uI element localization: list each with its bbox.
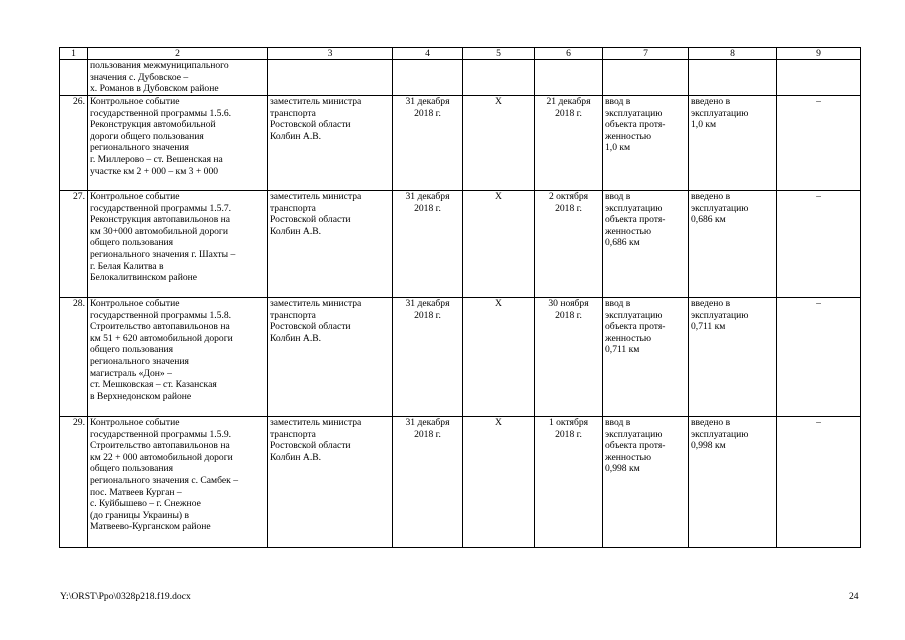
responsible-person: заместитель министра транспорта Ростовской области Колбин А.В. xyxy=(268,191,393,298)
col9-value: – xyxy=(777,191,861,298)
col5-value: Х xyxy=(463,417,535,548)
col5-value: Х xyxy=(463,298,535,417)
col-header-8: 8 xyxy=(689,48,777,60)
col-header-7: 7 xyxy=(603,48,689,60)
actual-result: введено в эксплуатацию 0,686 км xyxy=(689,191,777,298)
actual-result: введено в эксплуатацию 0,998 км xyxy=(689,417,777,548)
row-number: 29. xyxy=(60,417,88,548)
col-header-5: 5 xyxy=(463,48,535,60)
actual-result: введено в эксплуатацию 1,0 км xyxy=(689,96,777,191)
col-header-3: 3 xyxy=(268,48,393,60)
actual-date: 1 октября 2018 г. xyxy=(535,417,603,548)
actual-date: 2 октября 2018 г. xyxy=(535,191,603,298)
actual-date: 30 ноября 2018 г. xyxy=(535,298,603,417)
planned-result: ввод в эксплуатацию объекта протя- женностью 0,686 км xyxy=(603,191,689,298)
planned-result: ввод в эксплуатацию объекта протя- женностью 0,998 км xyxy=(603,417,689,548)
planned-result: ввод в эксплуатацию объекта протя- женностью 1,0 км xyxy=(603,96,689,191)
footer-file-path: Y:\ORST\Ppo\0328p218.f19.docx xyxy=(60,591,191,602)
col-header-4: 4 xyxy=(393,48,463,60)
table-row xyxy=(60,417,861,548)
row-number: 27. xyxy=(60,191,88,298)
row-number: 28. xyxy=(60,298,88,417)
responsible-person: заместитель министра транспорта Ростовской области Колбин А.В. xyxy=(268,298,393,417)
col-header-9: 9 xyxy=(777,48,861,60)
continuation-text: пользования межмуниципального значения с. Дубовское – х. Романов в Дубовском районе xyxy=(88,60,268,96)
actual-date: 21 декабря 2018 г. xyxy=(535,96,603,191)
row-number: 26. xyxy=(60,96,88,191)
responsible-person: заместитель министра транспорта Ростовской области Колбин А.В. xyxy=(268,96,393,191)
col5-value: Х xyxy=(463,96,535,191)
col9-value: – xyxy=(777,96,861,191)
event-description: Контрольное событие государственной программы 1.5.6. Реконструкция автомобильной дороги общего пользования регионального значения г. Миллерово – ст. Вешенская на участке км 2 + 000 – км 3 + 000 xyxy=(88,96,268,191)
col-header-6: 6 xyxy=(535,48,603,60)
planned-date: 31 декабря 2018 г. xyxy=(393,96,463,191)
header-row xyxy=(60,48,861,60)
planned-date: 31 декабря 2018 г. xyxy=(393,417,463,548)
col5-value: Х xyxy=(463,191,535,298)
planned-date: 31 декабря 2018 г. xyxy=(393,191,463,298)
table-row xyxy=(60,191,861,298)
planned-date: 31 декабря 2018 г. xyxy=(393,298,463,417)
control-events-table xyxy=(59,47,861,548)
planned-result: ввод в эксплуатацию объекта протя- женностью 0,711 км xyxy=(603,298,689,417)
col-header-1: 1 xyxy=(60,48,88,60)
table-row-continuation xyxy=(60,60,861,96)
event-description: Контрольное событие государственной программы 1.5.8. Строительство автопавильонов на км 51 + 620 автомобильной дороги общего пользования регионального значения магистраль «Дон» – ст. Мешковская – ст. Казанская в Верхнедонском районе xyxy=(88,298,268,417)
event-description: Контрольное событие государственной программы 1.5.7. Реконструкция автопавильонов на км 30+000 автомобильной дороги общего пользования регионального значения г. Шахты – г. Белая Калитва в Белокалитвинском районе xyxy=(88,191,268,298)
table-row xyxy=(60,298,861,417)
page-number: 24 xyxy=(849,591,859,602)
col-header-2: 2 xyxy=(88,48,268,60)
table-row xyxy=(60,96,861,191)
col9-value: – xyxy=(777,298,861,417)
responsible-person: заместитель министра транспорта Ростовской области Колбин А.В. xyxy=(268,417,393,548)
col9-value: – xyxy=(777,417,861,548)
event-description: Контрольное событие государственной программы 1.5.9. Строительство автопавильонов на км 22 + 000 автомобильной дороги общего пользования регионального значения с. Самбек – пос. Матвеев Курган – с. Куйбышево – г. Снежное (до границы Украины) в Матвеево-Курганском районе xyxy=(88,417,268,548)
actual-result: введено в эксплуатацию 0,711 км xyxy=(689,298,777,417)
